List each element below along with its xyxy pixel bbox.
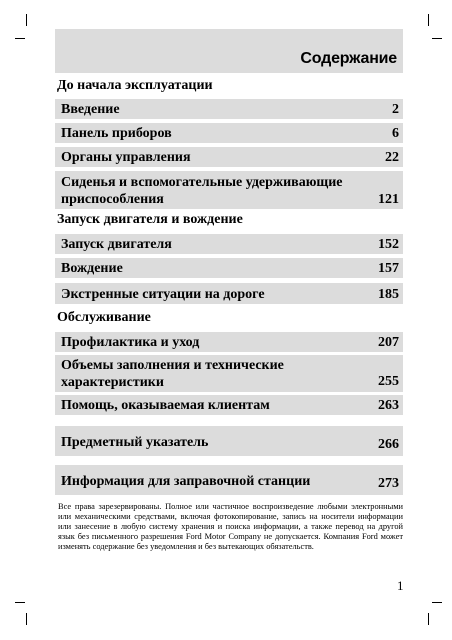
crop-mark — [26, 14, 27, 26]
toc-entry-page: 207 — [378, 335, 399, 350]
header-band — [55, 29, 403, 73]
section-title-before-operation: До начала эксплуатации — [57, 78, 213, 93]
toc-entry-page: 255 — [378, 374, 399, 389]
toc-entry-page: 266 — [378, 437, 399, 452]
crop-mark — [432, 38, 442, 39]
crop-mark — [15, 602, 25, 603]
crop-mark — [15, 38, 25, 39]
toc-entry[interactable] — [55, 123, 403, 143]
toc-entry-page: 22 — [385, 150, 399, 165]
copyright-notice: Все права зарезервированы. Полное или частичное воспроизведение любыми электронными или механическими средствами, включая фотокопирование, запись на носители информации или занесение в любую систему хранения и поиска информации, а также перевод на другой язык без письменного разрешения Ford Motor Company не допускается. Компания Ford может изменять содержание без уведомления и без вытекающих обязательств. — [58, 502, 403, 552]
crop-mark — [432, 602, 442, 603]
toc-entry-page: 157 — [378, 261, 399, 276]
toc-entry[interactable] — [55, 283, 403, 304]
page-title: Содержание — [300, 50, 397, 67]
section-title-maintenance: Обслуживание — [57, 310, 151, 325]
toc-entry-label: Вождение — [61, 261, 123, 276]
toc-entry-page: 6 — [392, 126, 399, 141]
toc-entry-label: Помощь, оказываемая клиентам — [61, 398, 270, 413]
toc-entry-page: 263 — [378, 398, 399, 413]
toc-entry-page: 2 — [392, 102, 399, 117]
toc-entry-label: Органы управления — [61, 150, 191, 165]
toc-entry[interactable] — [55, 332, 403, 352]
toc-entry[interactable] — [55, 234, 403, 254]
toc-entry-fuel-station[interactable] — [55, 465, 403, 495]
toc-entry-label: Информация для заправочной станции — [61, 474, 311, 489]
toc-entry[interactable] — [55, 258, 403, 278]
toc-entry-label: Запуск двигателя — [61, 237, 172, 252]
toc-entry-label: Панель приборов — [61, 126, 172, 141]
toc-entry-label: Предметный указатель — [61, 435, 209, 450]
toc-entry-label: Объемы заполнения и технические характеристики — [61, 358, 284, 390]
toc-entry-page: 152 — [378, 237, 399, 252]
toc-entry[interactable] — [55, 171, 403, 209]
section-title-engine-start-driving: Запуск двигателя и вождение — [57, 212, 243, 227]
toc-entry[interactable] — [55, 147, 403, 167]
toc-entry-page: 121 — [378, 192, 399, 207]
crop-mark — [428, 14, 429, 26]
toc-entry-label: Введение — [61, 102, 120, 117]
crop-mark — [26, 613, 27, 625]
page-number: 1 — [397, 578, 404, 593]
toc-entry[interactable] — [55, 99, 403, 119]
toc-entry-label: Сиденья и вспомогательные удерживающие приспособления — [61, 175, 343, 207]
toc-entry[interactable] — [55, 395, 403, 415]
toc-entry-page: 185 — [378, 287, 399, 302]
toc-entry-index[interactable] — [55, 426, 403, 456]
toc-entry-label: Профилактика и уход — [61, 335, 200, 350]
crop-mark — [428, 613, 429, 625]
toc-entry-label: Экстренные ситуации на дороге — [61, 287, 265, 302]
toc-entry[interactable] — [55, 355, 403, 392]
toc-entry-page: 273 — [378, 476, 399, 491]
